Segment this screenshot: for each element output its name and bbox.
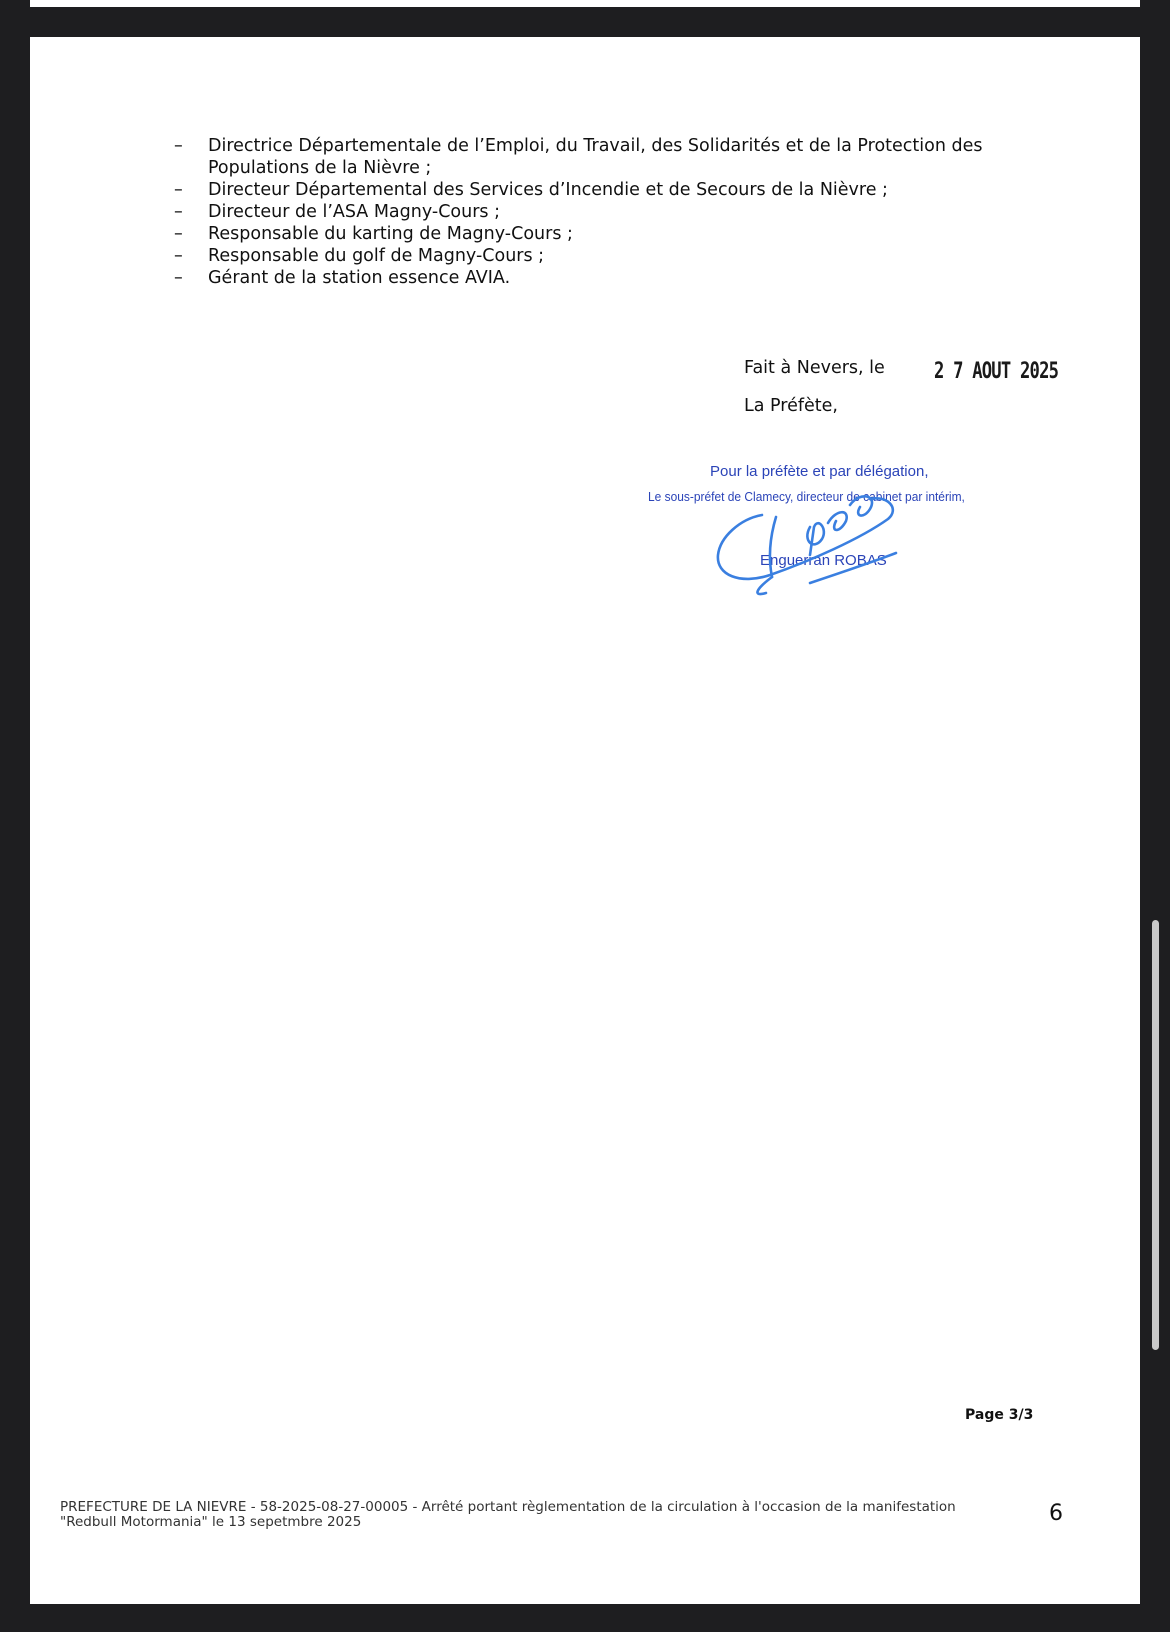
recipient-text: Directeur de l’ASA Magny-Cours ; [208,202,500,222]
date-stamp: 2 7 AOUT 2025 [934,359,1059,384]
list-dash: – [174,224,183,244]
list-dash: – [174,268,183,288]
recipient-text: Gérant de la station essence AVIA. [208,268,511,288]
previous-page-edge [30,0,1140,7]
delegation-stamp-role: Le sous-préfet de Clamecy, directeur de cabinet par intérim, [648,489,965,504]
document-page [30,37,1140,1604]
signoff-place: Fait à Nevers, le [744,358,885,378]
recipient-text: Directrice Départementale de l’Emploi, du Travail, des Solidarités et de la Protection des Populations de la Nièvre ; [208,136,983,178]
recipient-text: Directeur Départemental des Services d’Incendie et de Secours de la Nièvre ; [208,180,888,200]
recipient-text: Responsable du karting de Magny-Cours ; [208,224,573,244]
footer-reference: PREFECTURE DE LA NIEVRE - 58-2025-08-27-00005 - Arrêté portant règlementation de la circulation à l'occasion de la manifestation "Redbull Motormania" le 13 sepetmbre 2025 [60,1499,956,1530]
list-dash: – [174,180,183,200]
list-item [174,223,1014,245]
recipient-text: Responsable du golf de Magny-Cours ; [208,246,545,266]
handwritten-signature [710,457,910,607]
list-dash: – [174,136,183,156]
list-item [174,201,1014,223]
recipient-list [174,135,1014,289]
delegation-stamp-line: Pour la préfète et par délégation, [710,463,929,480]
list-item [174,245,1014,267]
list-dash: – [174,246,183,266]
list-dash: – [174,202,183,222]
signoff-title: La Préfète, [744,396,838,416]
list-item [174,135,1014,179]
footer-page-number: 6 [1049,1501,1063,1526]
page-label: Page 3/3 [965,1407,1034,1423]
list-item [174,179,1014,201]
list-item [174,267,1014,289]
signatory-name: Enguerran ROBAS [760,552,887,569]
scrollbar-thumb[interactable] [1152,920,1159,1350]
